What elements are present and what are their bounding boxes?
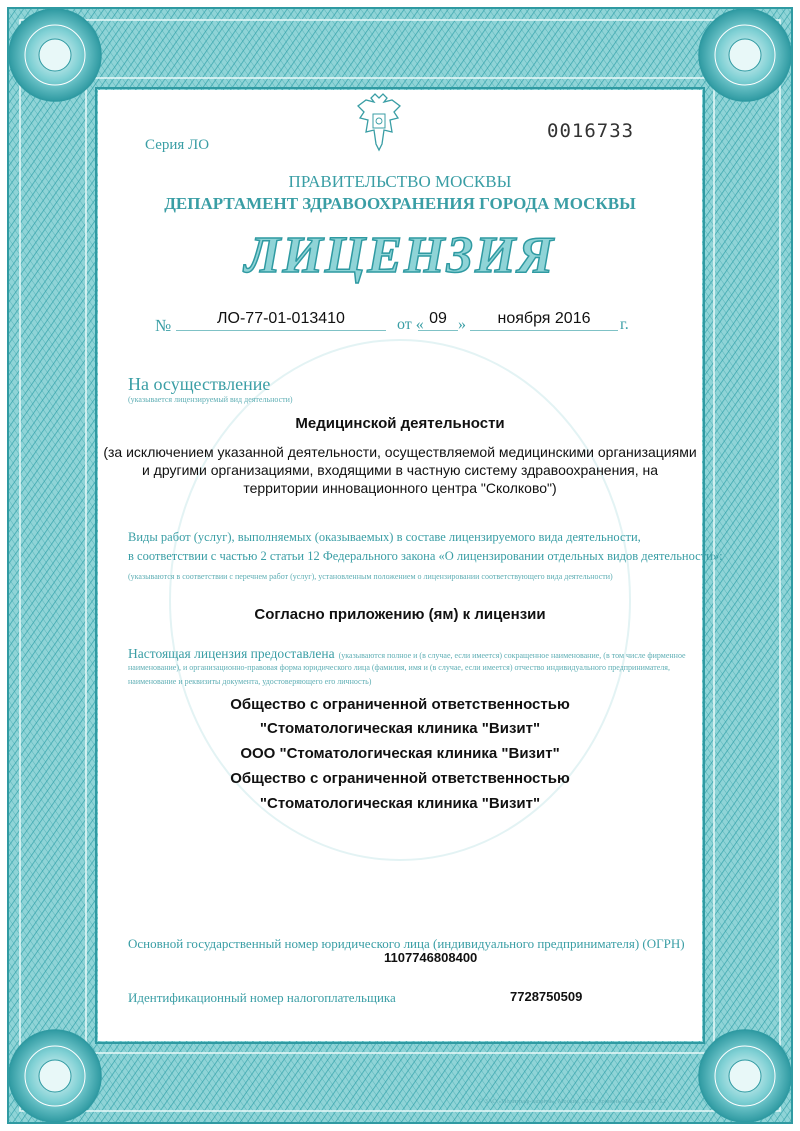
activity-value: Медицинской деятельности xyxy=(295,415,505,432)
license-day: 09 xyxy=(418,310,458,331)
year-suffix: г. xyxy=(620,316,629,333)
form-number: 0016733 xyxy=(547,120,635,142)
licensee-name-line2: "Стоматологическая клиника "Визит" xyxy=(259,720,541,737)
inn-label: Идентификационный номер налогоплательщика xyxy=(128,990,396,1005)
series-label: Серия ЛО xyxy=(145,137,210,153)
licensee-short-name: ООО "Стоматологическая клиника "Визит" xyxy=(240,745,560,762)
license-title: ЛИЦЕНЗИЯ xyxy=(244,227,556,284)
works-line2: в соответствии с частью 2 статьи 12 Федерального закона «О лицензировании отдельных видов деятельности»: xyxy=(128,549,723,563)
number-sign: № xyxy=(155,316,172,335)
granted-hint2: наименование), и организационно-правовая форма юридического лица (фамилия, имя и (в случае, если имеется) отчество индивидуального предпринимателя, xyxy=(128,663,670,672)
granted-hint3: наименование и реквизиты документа, удостоверяющего его личность) xyxy=(128,677,372,686)
activity-note-line1: (за исключением указанной деятельности, осуществляемой медицинскими организациями xyxy=(103,444,697,460)
russian-coat-of-arms-icon xyxy=(356,92,402,154)
licensee-name-line1: Общество с ограниченной ответственностью xyxy=(230,696,570,713)
works-value: Согласно приложению (ям) к лицензии xyxy=(254,606,546,623)
license-month-year: ноября 2016 xyxy=(470,310,618,331)
department-title: ДЕПАРТАМЕНТ ЗДРАВООХРАНЕНИЯ ГОРОДА МОСКВЫ xyxy=(164,194,636,213)
works-hint: (указываются в соответствии с перечнем работ (услуг), установленным положением о лицензировании соответствующего вида деятельности) xyxy=(128,572,613,581)
activity-label: На осуществление xyxy=(128,374,271,394)
activity-hint: (указывается лицензируемый вид деятельности) xyxy=(128,395,293,404)
license-number: ЛО-77-01-013410 xyxy=(176,310,386,331)
works-line1: Виды работ (услуг), выполняемых (оказываемых) в составе лицензируемого вида деятельности, xyxy=(128,530,641,544)
ogrn-value: 1107746808400 xyxy=(384,950,478,965)
licensee-brand-line1: Общество с ограниченной ответственностью xyxy=(230,770,570,787)
ogrn-label: Основной государственный номер юридического лица (индивидуального предпринимателя) (ОГРН) xyxy=(128,936,685,951)
granted-hint1: (указываются полное и (в случае, если имеется) сокращенное наименование, (в том числе фирменное xyxy=(338,651,686,660)
licensee-brand-line2: "Стоматологическая клиника "Визит" xyxy=(259,795,541,812)
government-title: ПРАВИТЕЛЬСТВО МОСКВЫ xyxy=(288,172,512,191)
inn-value: 7728750509 xyxy=(510,989,583,1004)
date-prefix: от « xyxy=(397,316,424,333)
activity-note-line3: территории инновационного центра "Сколково") xyxy=(243,480,557,496)
printer-imprint: © ЗАО «Полиграф-защита», Москва, 2012, уровень «Б», зак. 131-12 xyxy=(478,1098,666,1105)
granted-label: Настоящая лицензия предоставлена xyxy=(128,646,335,661)
activity-note-line2: и другими организациями, входящими в частную систему здравоохранения, на xyxy=(141,462,659,478)
date-quote-close: » xyxy=(458,316,466,333)
